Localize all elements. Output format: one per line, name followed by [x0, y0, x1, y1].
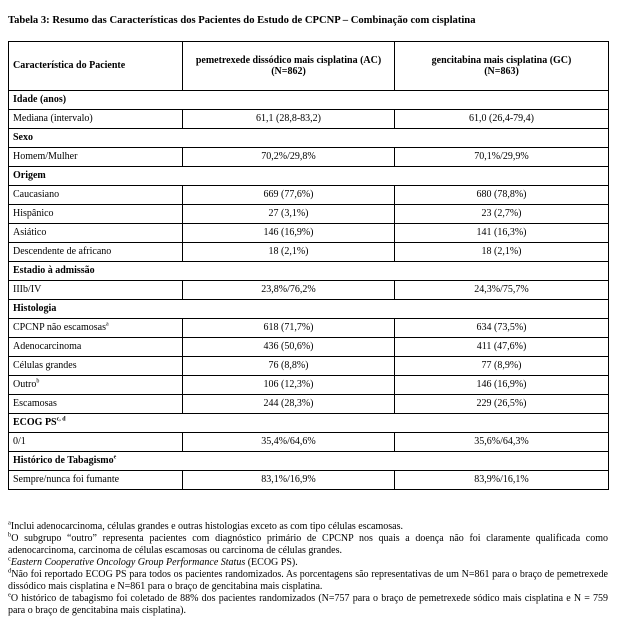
row-label-cell [9, 395, 183, 414]
row-label: Homem/Mulher [13, 151, 78, 163]
row-label-cell [9, 319, 183, 338]
section-row [9, 414, 609, 433]
section-title-text: Histologia [13, 303, 57, 315]
table-row [9, 357, 609, 376]
gc-value: 229 (26,5%) [395, 395, 609, 414]
table-row [9, 376, 609, 395]
gc-value: 411 (47,6%) [395, 338, 609, 357]
table-row [9, 205, 609, 224]
section-title-text: Idade (anos) [13, 94, 67, 106]
row-label-cell [9, 243, 183, 262]
ac-value: 146 (16,9%) [183, 224, 395, 243]
ac-value: 436 (50,6%) [183, 338, 395, 357]
gc-value: 141 (16,3%) [395, 224, 609, 243]
header-characteristic: Característica do Paciente [9, 42, 183, 91]
footnote-marker: e [113, 454, 117, 461]
row-label-cell [9, 110, 183, 129]
footnote-text: O subgrupo “outro” representa pacientes com diagnóstico primário de CPCNP nos quais a doença não foi claramente qualificada como adenocarcinoma, carcinoma de células escamosas ou carcinoma de células grandes. [8, 533, 608, 556]
section-row [9, 91, 609, 110]
ac-value: 70,2%/29,8% [183, 148, 395, 167]
section-title [9, 452, 609, 471]
footnote-text: O histórico de tabagismo foi coletado de 88% dos pacientes randomizados (N=757 para o braço de pemetrexede sódico mais cisplatina e N = 759 para o braço de gencitabina mais cisplatina). [8, 593, 608, 616]
gc-value: 24,3%/75,7% [395, 281, 609, 300]
ac-value: 669 (77,6%) [183, 186, 395, 205]
section-row [9, 300, 609, 319]
footnote-mark: b [8, 531, 12, 539]
header-ac-arm [183, 42, 395, 91]
header-gc-n: (N=863) [484, 66, 519, 77]
row-label-cell [9, 205, 183, 224]
row-label: 0/1 [13, 436, 26, 448]
table-row [9, 319, 609, 338]
table-body [9, 91, 609, 490]
section-title [9, 91, 609, 110]
row-label-cell [9, 281, 183, 300]
row-label-cell [9, 148, 183, 167]
header-ac-label: pemetrexede dissódico mais cisplatina (AC) [195, 54, 382, 66]
table-row [9, 338, 609, 357]
footnote-text-suffix: (ECOG PS). [245, 557, 298, 568]
table-row [9, 186, 609, 205]
footnote [8, 533, 608, 557]
table-row [9, 395, 609, 414]
footnote-text: Eastern Cooperative Oncology Group Performance Status [10, 557, 246, 568]
ac-value: 61,1 (28,8-83,2) [183, 110, 395, 129]
footnote-mark: e [8, 591, 11, 599]
section-title-text: Histórico de Tabagismo [13, 455, 114, 467]
row-label-cell [9, 186, 183, 205]
table-caption: Tabela 3: Resumo das Características dos Pacientes do Estudo de CPCNP – Combinação com cisplatina [8, 15, 476, 26]
footnote-mark: a [8, 519, 11, 527]
section-row [9, 262, 609, 281]
footnote-marker: a [105, 321, 109, 328]
gc-value: 70,1%/29,9% [395, 148, 609, 167]
ac-value: 18 (2,1%) [183, 243, 395, 262]
ac-value: 27 (3,1%) [183, 205, 395, 224]
row-label: Outro [13, 379, 37, 391]
table-header-row [9, 42, 609, 91]
header-gc-label: gencitabina mais cisplatina (GC) [431, 54, 572, 66]
row-label: CPCNP não escamosas [13, 322, 106, 334]
gc-value: 146 (16,9%) [395, 376, 609, 395]
table-row [9, 471, 609, 490]
row-label: Escamosas [13, 398, 57, 410]
row-label: Caucasiano [13, 189, 60, 201]
table-row [9, 148, 609, 167]
section-title-text: Sexo [13, 132, 33, 144]
section-title-text: Origem [13, 170, 46, 182]
gc-value: 23 (2,7%) [395, 205, 609, 224]
row-label: Células grandes [13, 360, 77, 372]
footnote-text: Inclui adenocarcinoma, células grandes e outras histologias exceto as com tipo células escamosas. [10, 521, 403, 532]
footnote-mark: c [8, 555, 11, 563]
header-ac-n: (N=862) [271, 66, 306, 77]
row-label: IIIb/IV [13, 284, 42, 296]
section-title [9, 129, 609, 148]
ac-value: 83,1%/16,9% [183, 471, 395, 490]
ac-value: 106 (12,3%) [183, 376, 395, 395]
table-row [9, 243, 609, 262]
gc-value: 35,6%/64,3% [395, 433, 609, 452]
ac-value: 244 (28,3%) [183, 395, 395, 414]
footnote-marker: b [36, 378, 40, 385]
gc-value: 83,9%/16,1% [395, 471, 609, 490]
ac-value: 35,4%/64,6% [183, 433, 395, 452]
row-label-cell [9, 338, 183, 357]
row-label-cell [9, 357, 183, 376]
footnote [8, 521, 608, 533]
gc-value: 61,0 (26,4-79,4) [395, 110, 609, 129]
footnote [8, 593, 608, 617]
ac-value: 23,8%/76,2% [183, 281, 395, 300]
section-title-text: Estadio à admissão [13, 265, 95, 277]
row-label: Hispânico [13, 208, 54, 220]
patient-characteristics-table [8, 41, 609, 490]
section-title [9, 262, 609, 281]
row-label: Sempre/nunca foi fumante [13, 474, 120, 486]
gc-value: 18 (2,1%) [395, 243, 609, 262]
row-label: Mediana (intervalo) [13, 113, 93, 125]
footnote-mark: d [8, 567, 12, 575]
row-label: Adenocarcinoma [13, 341, 82, 353]
section-title [9, 414, 609, 433]
footnote-text: Não foi reportado ECOG PS para todos os pacientes randomizados. As porcentagens são representativas de um N=861 para o braço de pemetrexede dissódico mais cisplatina e N=861 para o braço de gencitabina mais cisplatina. [8, 569, 608, 592]
table-row [9, 110, 609, 129]
row-label: Asiático [13, 227, 47, 239]
section-title [9, 167, 609, 186]
footnote [8, 557, 608, 569]
row-label-cell [9, 471, 183, 490]
footnotes [8, 521, 608, 617]
header-gc-arm [395, 42, 609, 91]
gc-value: 680 (78,8%) [395, 186, 609, 205]
gc-value: 634 (73,5%) [395, 319, 609, 338]
ac-value: 618 (71,7%) [183, 319, 395, 338]
gc-value: 77 (8,9%) [395, 357, 609, 376]
row-label-cell [9, 433, 183, 452]
footnote [8, 569, 608, 593]
row-label-cell [9, 376, 183, 395]
table-row [9, 224, 609, 243]
row-label: Descendente de africano [13, 246, 112, 258]
footnote-marker: c, d [56, 416, 66, 423]
section-title-text: ECOG PS [13, 417, 57, 429]
ac-value: 76 (8,8%) [183, 357, 395, 376]
section-row [9, 129, 609, 148]
table-row [9, 281, 609, 300]
table-row [9, 433, 609, 452]
section-title [9, 300, 609, 319]
section-row [9, 167, 609, 186]
row-label-cell [9, 224, 183, 243]
section-row [9, 452, 609, 471]
